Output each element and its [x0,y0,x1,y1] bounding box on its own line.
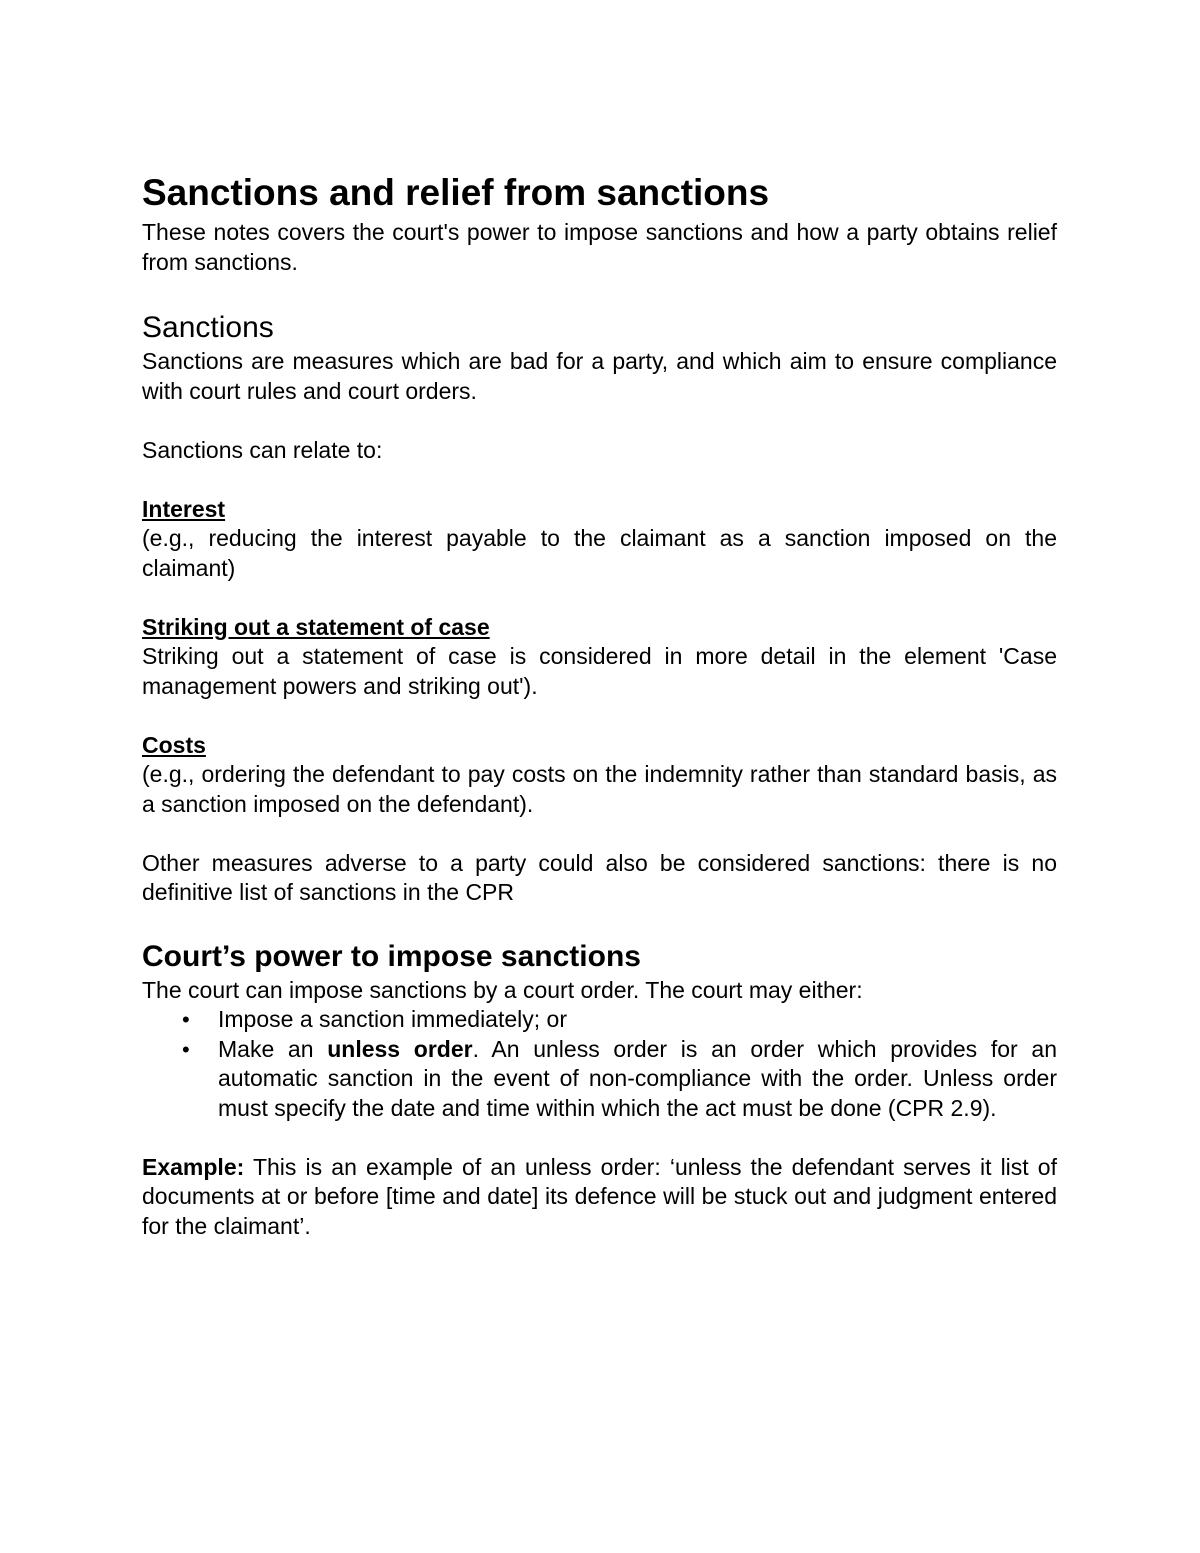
other-measures-text: Other measures adverse to a party could also be considered sanctions: there is no definitive list of sanctions in the CPR [142,849,1057,905]
bullet-text-prefix: Make an [218,1035,328,1062]
sanctions-definition: Sanctions are measures which are bad for a party, and which aim to ensure compliance with court rules and court orders. [142,348,1057,404]
sanctions-heading: Sanctions [142,311,274,344]
interest-text: (e.g., reducing the interest payable to the claimant as a sanction imposed on the claimant) [142,525,1057,581]
bullet-text-rest: . An unless order is an order which provides for an automatic sanction in the event of non-compliance with the order. Unless order must specify the date and time within which the act must be done (CPR 2.9). [218,1035,1057,1121]
page-title: Sanctions and relief from sanctions [142,172,770,213]
court-power-list [142,1005,1057,1123]
bullet-icon: • [182,1007,190,1032]
list-item [142,1035,1057,1124]
court-power-heading: Court’s power to impose sanctions [142,939,641,973]
sanctions-relate-to: Sanctions can relate to: [142,436,383,463]
costs-text: (e.g., ordering the defendant to pay costs on the indemnity rather than standard basis, as a sanction imposed on the defendant). [142,761,1057,817]
example-paragraph [142,1153,1057,1242]
document-page [142,168,1057,1241]
bullet-text: Impose a sanction immediately; or [218,1006,567,1032]
subheading-costs: Costs [142,731,206,758]
intro-paragraph: These notes covers the court's power to impose sanctions and how a party obtains relief from sanctions. [142,219,1057,275]
example-text: This is an example of an unless order: ‘unless the defendant serves it list of documents at or before [time and date] its defence will be stuck out and judgment entered for the claimant’. [142,1153,1057,1239]
list-item [142,1005,1057,1035]
bullet-icon: • [182,1036,190,1062]
unless-order-term: unless order [327,1035,473,1062]
subheading-interest: Interest [142,495,226,522]
subheading-striking-out: Striking out a statement of case [142,613,490,640]
example-label: Example: [142,1153,245,1180]
striking-out-text: Striking out a statement of case is considered in more detail in the element 'Case management powers and striking out'). [142,643,1057,699]
court-power-lead: The court can impose sanctions by a court order. The court may either: [142,976,863,1003]
